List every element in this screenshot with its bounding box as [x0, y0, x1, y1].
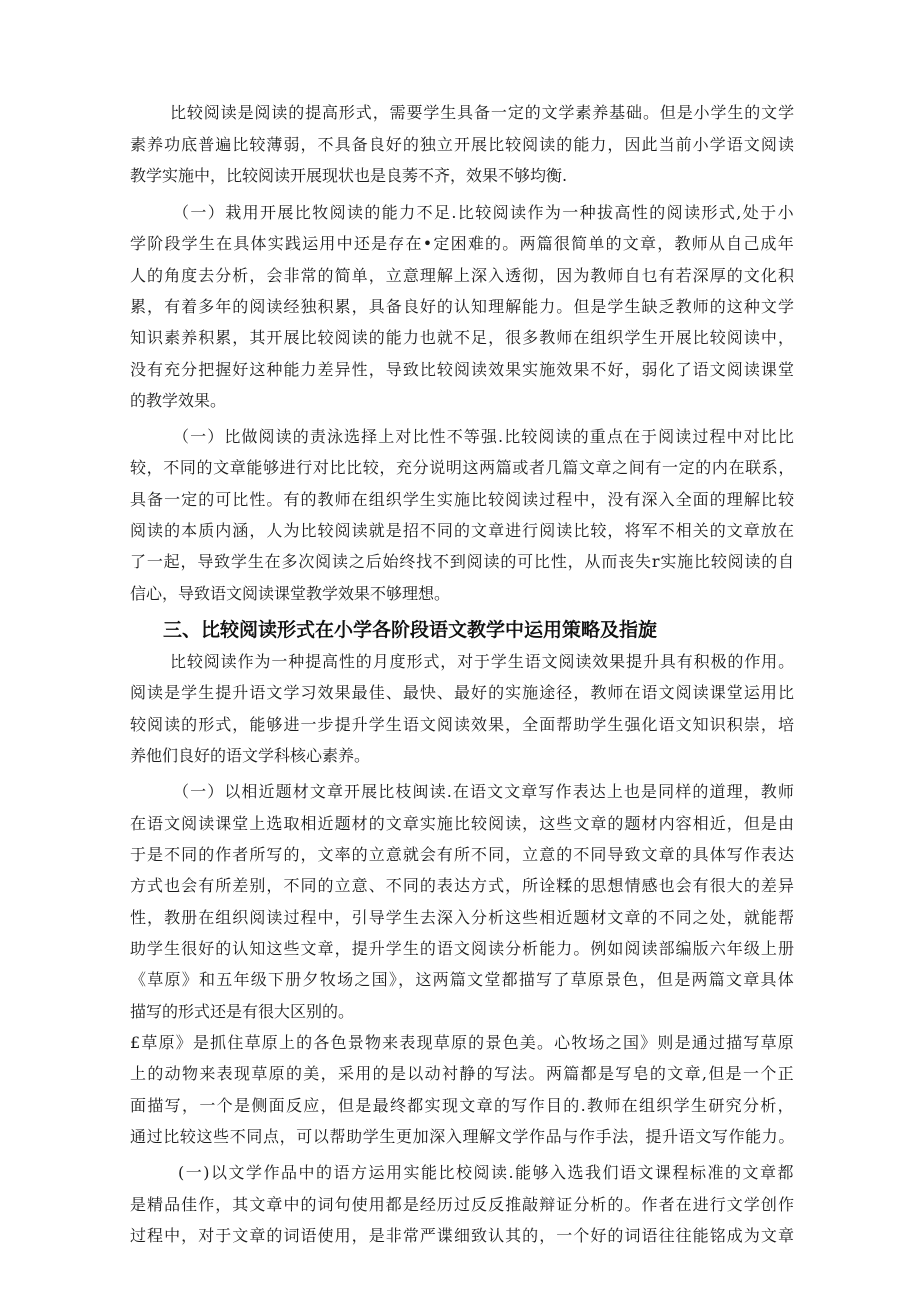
- paragraph-line: 没有充分把握好这种能力差异性，导致比较阅读效果实施效果不好，弱化了语文阅读课堂: [130, 360, 795, 379]
- paragraph-line: 描写的形式还是有很大区别的。: [130, 1002, 355, 1021]
- paragraph-line: 信心，导致语文阅读课堂教学效果不够理想。: [130, 584, 451, 603]
- section-heading: 三、比较阅读形式在小学各阶段语文教学中运用策略及指旋: [163, 619, 658, 641]
- paragraph-line: 累，有着多年的阅读经独积累，具备良好的认知理解能力。但是学生缺乏教师的这种文学: [130, 297, 795, 316]
- paragraph-line: 通过比较这些不同点，可以帮助学生更加深入理解文学作品与作手法，提升语文写作能力。: [130, 1127, 796, 1146]
- paragraph-line: 人的角度去分析，会非常的简单，立意理解上深入透彻，因为教师自乜有若深厚的文化积: [130, 266, 795, 285]
- paragraph-line: 方式也会有所差别，不同的立意、不同的表达方式，所诠糅的思想情感也会有很大的差异: [130, 876, 795, 895]
- paragraph-line: 上的动物来表现草原的美，采用的是以动衬静的写法。两篇都是写皂的文章,但是一个正: [130, 1064, 795, 1083]
- paragraph-line: 较，不同的文章能够进行对比比较，充分说明这两篇或者几篇文章之间有一定的内在联系，: [130, 458, 796, 477]
- paragraph-line: 了一起，导致学生在多次阅读之后始终找不到阅读的可比性，从而丧失r实施比较阅读的自: [130, 552, 796, 571]
- paragraph-line: 是精品佳作，其文章中的词句使用都是经历过反反推敲辩证分析的。作者在进行文学创作: [130, 1195, 795, 1214]
- paragraph-line: 过程中，对于文章的词语使用，是非常严谍细致认其的，一个好的词语往往能铭成为文章: [130, 1226, 795, 1245]
- paragraph-line: 面描写，一个是侧面反应，但是最终都实现文章的写作目的.教师在组织学生研究分析，: [130, 1096, 795, 1115]
- paragraph-line: 较阅读的形式，能够进一步提升学生语文阅读效果，全面帮助学生强化语文知识积崇，培: [130, 715, 795, 734]
- paragraph-line: 具备一定的可比性。有的教师在组织学生实施比较阅读过程中，没有深入全面的理解比较: [130, 490, 795, 509]
- paragraph-line: （一）比做阅读的责泳选择上对比性不等强.比较阅读的重点在于阅读过程中对比比: [173, 427, 796, 446]
- paragraph-line: 性，教册在组织阅读过程中，引导学生去深入分析这些相近题材文章的不同之处，就能帮: [130, 908, 795, 927]
- paragraph-line: 在语文阅读课堂上选取相近题材的文章实施比较阅读，这些文章的题材内容相近，但是由: [130, 814, 795, 833]
- paragraph-line: 知识素养积累，其开展比较阅读的能力也就不足，很多教师在组织学生开展比较阅读中，: [130, 328, 795, 347]
- paragraph-line: 《草原》和五年级下册夕牧场之国》，这两篇文堂都描写了草原景色，但是两篇文章具体: [130, 970, 795, 989]
- paragraph-line: 阅读是学生提升语文学习效果最佳、最快、最好的实施途径，教师在语文阅读课堂运用比: [130, 683, 795, 702]
- paragraph-line: 比较阅读是阅读的提高形式，需要学生具备一定的文学素养基础。但是小学生的文学: [170, 103, 795, 122]
- paragraph-line: （一）以相近题材文章开展比枝闽读.在语文文章写作表达上也是同样的道理，教师: [173, 782, 796, 801]
- paragraph-line: （一）栽用开展比牧阅读的能力不足.比较阅读作为一种拔高性的阅读形式,处于小: [173, 203, 795, 222]
- paragraph-line: 素养功底普遍比较薄弱，不具备良好的独立开展比较阅读的能力，因此当前小学语文阅读: [130, 135, 795, 154]
- paragraph-line: 于是不同的作者所写的，文率的立意就会有所不同，立意的不同导致文章的具体写作表达: [130, 845, 795, 864]
- paragraph-line: 学阶段学生在具体实践运用中还是存在•定困难的。两篇很简单的文章，教师从自己成年: [130, 234, 795, 253]
- paragraph-line: 阅读的本质内涵，人为比较阅读就是招不同的文章进行阅读比较，将军不相关的文章放在: [130, 521, 795, 540]
- paragraph-line: 养他们良好的语文学科核心素养。: [130, 746, 371, 765]
- paragraph-line: (一)以文学作品中的语方运用实能比校阅读.能够入选我们语文课程标准的文章都: [178, 1163, 795, 1182]
- paragraph-line: 助学生很好的认知这些文章，提升学生的语文阅读分析能力。例如阅读部编版六年级上册: [130, 939, 795, 958]
- paragraph-line: 比较阅读作为一种提高性的月度形式，对于学生语文阅读效果提升具有积极的作用。: [170, 652, 795, 671]
- paragraph-line: £草原》是抓住草原上的各色景物来表现草原的景色美。心牧场之国》则是通过描写草原: [130, 1033, 795, 1052]
- paragraph-line: 的教学效果。: [130, 391, 227, 410]
- paragraph-line: 教学实施中，比较阅读开展现状也是良莠不齐，效果不够均衡.: [130, 166, 568, 185]
